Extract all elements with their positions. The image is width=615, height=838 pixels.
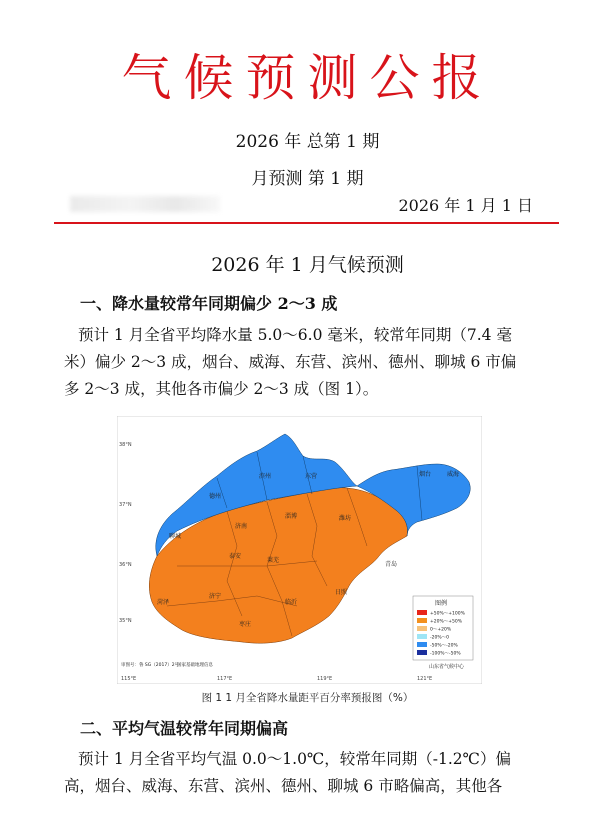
legend-title: 图例 [435,600,448,607]
lon-label: 121°E [417,676,433,682]
legend-label: +50%～+100% [430,611,465,617]
city-label-weihai: 威海 [447,471,460,478]
precipitation-paragraph [64,322,548,403]
city-label-weifang: 潍坊 [339,515,352,522]
city-label-liaocheng: 聊城 [169,533,182,540]
map-review-number: 审图号：鲁 SG（2017）2号 [121,663,180,668]
legend-swatch [417,610,427,615]
city-label-rizhao: 日照 [335,589,348,596]
city-label-qingdao: 青岛 [385,561,398,568]
city-label-taian: 泰安 [229,553,242,560]
paragraph-line: 预计 1 月全省平均降水量 5.0～6.0 毫米，较常年同期（7.4 毫 [78,326,512,344]
figure-caption: 图 1 1 月全省降水量距平百分率预报图（%） [201,692,414,704]
legend-label: 0～+20% [430,627,452,633]
lat-label: 36°N [119,562,132,568]
lon-label: 115°E [121,676,137,682]
city-label-zaozhuang: 枣庄 [239,621,252,628]
city-label-dezhou: 德州 [209,493,222,500]
lat-label: 37°N [119,502,132,508]
section-heading-temperature: 二、平均气温较常年同期偏高 [80,719,289,738]
paragraph-line: 米）偏少 2～3 成，烟台、威海、东营、滨州、德州、聊城 6 市偏 [64,353,517,371]
lat-label: 38°N [119,442,132,448]
paragraph-line: 预计 1 月全省平均气温 0.0～1.0℃，较常年同期（-1.2℃）偏 [78,750,512,768]
header-divider [54,222,559,224]
issue-number-line: 2026 年 总第 1 期 [235,132,380,152]
legend-label: +20%～+50% [430,619,463,625]
temperature-paragraph [64,746,548,800]
city-label-jining: 济宁 [209,593,222,600]
city-label-heze: 菏泽 [157,599,170,606]
legend-label: -50%～-20% [430,643,458,649]
redacted-text [70,196,220,212]
city-label-linyi: 临沂 [285,599,298,606]
issue-date: 2026 年 1 月 1 日 [398,196,533,215]
document-title: 2026 年 1 月气候预测 [211,254,404,276]
legend-swatch [417,618,427,623]
legend-swatch [417,642,427,647]
lon-label: 117°E [217,676,233,682]
paragraph-line: 高，烟台、威海、东营、滨州、德州、聊城 6 市略偏高，其他各 [64,777,503,795]
legend-swatch [417,626,427,631]
city-label-jinan: 济南 [235,523,248,530]
legend-label: -100%～-50% [430,651,461,657]
bulletin-title: 气候预测公报 [121,49,494,107]
map-legend [413,596,473,660]
city-label-laiwu: 莱芜 [267,557,280,564]
legend-swatch [417,650,427,655]
city-label-zibo: 淄博 [285,513,298,520]
issue-type-line: 月预测 第 1 期 [251,169,364,189]
precipitation-anomaly-map [117,416,482,684]
city-label-yantai: 烟台 [419,471,432,478]
lon-label: 119°E [317,676,333,682]
lat-label: 35°N [119,618,132,624]
map-source: 国家基础地理信息 [177,663,213,668]
legend-swatch [417,634,427,639]
city-label-dongying: 东营 [305,473,318,480]
legend-label: -20%～0 [430,635,449,641]
map-producer: 山东省气候中心 [429,664,465,670]
city-label-binzhou: 滨州 [259,473,272,480]
paragraph-line: 多 2～3 成，其他各市偏少 2～3 成（图 1）。 [64,380,379,398]
section-heading-precipitation: 一、降水量较常年同期偏少 2～3 成 [80,294,338,313]
